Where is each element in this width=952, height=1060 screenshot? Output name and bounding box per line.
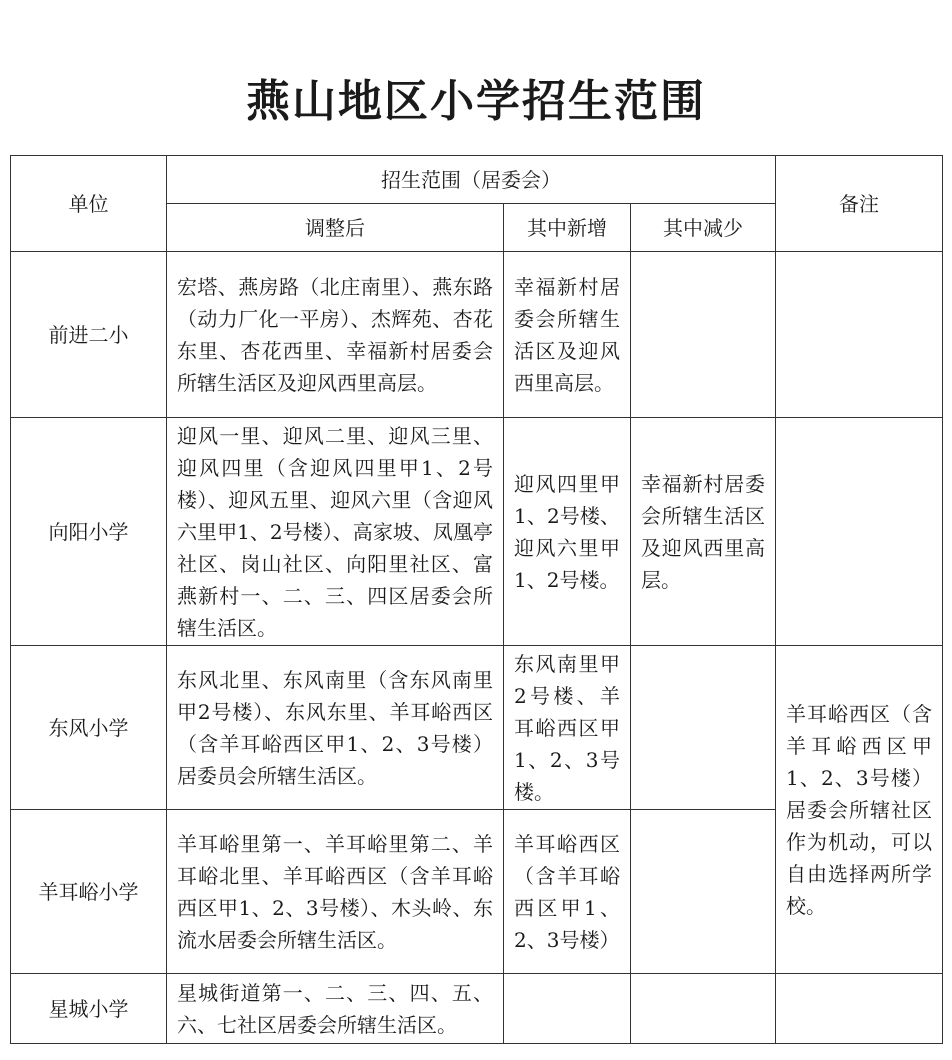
- unit-cell: 星城小学: [11, 974, 167, 1044]
- unit-cell: 向阳小学: [11, 418, 167, 646]
- header-row: [11, 156, 943, 204]
- header-added: 其中新增: [504, 204, 631, 252]
- table-row: [11, 418, 943, 646]
- notes-cell: [776, 418, 943, 646]
- adjusted-cell: 羊耳峪里第一、羊耳峪里第二、羊耳峪北里、羊耳峪西区（含羊耳峪西区甲1、2、3号楼）、木头岭、东流水居委会所辖生活区。: [167, 810, 504, 974]
- added-cell: 幸福新村居委会所辖生活区及迎风西里高层。: [504, 252, 631, 418]
- removed-cell: [631, 252, 776, 418]
- header-unit: 单位: [11, 156, 167, 252]
- unit-cell: 前进二小: [11, 252, 167, 418]
- adjusted-cell: 东风北里、东风南里（含东风南里甲2号楼）、东风东里、羊耳峪西区（含羊耳峪西区甲1、2、3号楼）居委员会所辖生活区。: [167, 646, 504, 810]
- added-cell: 东风南里甲2号楼、羊耳峪西区甲1、2、3号楼。: [504, 646, 631, 810]
- page-title: 燕山地区小学招生范围: [246, 76, 706, 127]
- table-row: [11, 646, 943, 810]
- header-scope: 招生范围（居委会）: [167, 156, 776, 204]
- removed-cell: [631, 810, 776, 974]
- added-cell: 迎风四里甲1、2号楼、迎风六里甲1、2号楼。: [504, 418, 631, 646]
- header-removed: 其中减少: [631, 204, 776, 252]
- header-notes: 备注: [776, 156, 943, 252]
- adjusted-cell: 迎风一里、迎风二里、迎风三里、迎风四里（含迎风四里甲1、2号楼）、迎风五里、迎风六里（含迎风六里甲1、2号楼）、高家坡、凤凰亭社区、岗山社区、向阳里社区、富燕新村一、二、三、四区居委会所辖生活区。: [167, 418, 504, 646]
- notes-cell: [776, 252, 943, 418]
- added-cell: 羊耳峪西区（含羊耳峪西区甲1、2、3号楼）: [504, 810, 631, 974]
- unit-cell: 羊耳峪小学: [11, 810, 167, 974]
- removed-cell: [631, 646, 776, 810]
- table-row: [11, 974, 943, 1044]
- adjusted-cell: 宏塔、燕房路（北庄南里）、燕东路（动力厂化一平房）、杰辉苑、杏花东里、杏花西里、幸福新村居委会所辖生活区及迎风西里高层。: [167, 252, 504, 418]
- shared-note-cell: 羊耳峪西区（含羊耳峪西区甲1、2、3号楼）居委会所辖社区作为机动，可以自由选择两所学校。: [776, 646, 943, 974]
- admissions-table: [10, 155, 943, 1044]
- removed-cell: 幸福新村居委会所辖生活区及迎风西里高层。: [631, 418, 776, 646]
- removed-cell: [631, 974, 776, 1044]
- unit-cell: 东风小学: [11, 646, 167, 810]
- table-row: [11, 252, 943, 418]
- header-adjusted: 调整后: [167, 204, 504, 252]
- adjusted-cell: 星城街道第一、二、三、四、五、六、七社区居委会所辖生活区。: [167, 974, 504, 1044]
- added-cell: [504, 974, 631, 1044]
- notes-cell: [776, 974, 943, 1044]
